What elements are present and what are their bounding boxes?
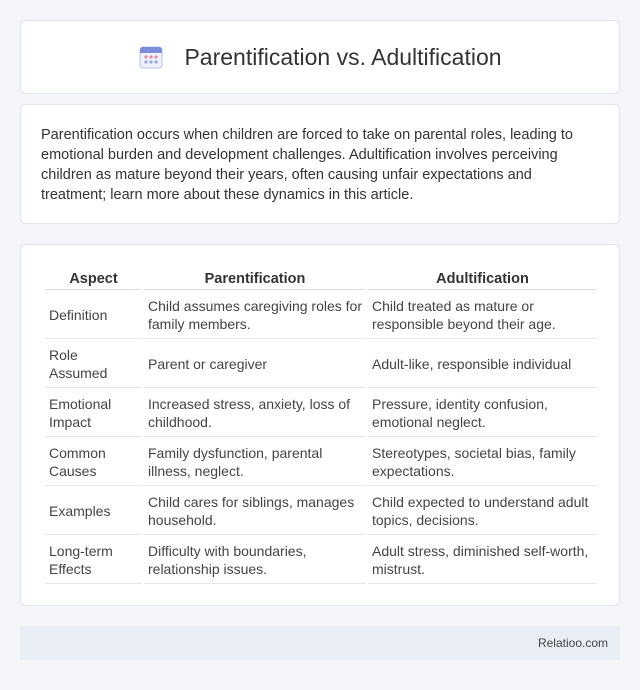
intro-text: Parentification occurs when children are forced to take on parental roles, leading to emotional burden and development challenges. Adultification involves perceiving children as mature beyond their years, often causing unfair expectations and treatment; learn more about these dynamics in this article. <box>41 127 573 203</box>
comparison-table <box>43 265 599 586</box>
cell-adultification: Adult-like, responsible individual <box>368 341 597 388</box>
cell-parentification: Difficulty with boundaries, relationship issues. <box>144 537 366 584</box>
cell-adultification: Adult stress, diminished self-worth, mistrust. <box>368 537 597 584</box>
cell-aspect: Examples <box>45 488 142 535</box>
cell-parentification: Child cares for siblings, manages household. <box>144 488 366 535</box>
header-aspect: Aspect <box>45 267 142 290</box>
cell-aspect: Long-term Effects <box>45 537 142 584</box>
table-row <box>45 390 597 437</box>
footer <box>20 626 620 660</box>
cell-adultification: Child expected to understand adult topics, decisions. <box>368 488 597 535</box>
comparison-card <box>20 244 620 606</box>
cell-aspect: Emotional Impact <box>45 390 142 437</box>
cell-aspect: Common Causes <box>45 439 142 486</box>
cell-parentification: Increased stress, anxiety, loss of childhood. <box>144 390 366 437</box>
cell-adultification: Pressure, identity confusion, emotional neglect. <box>368 390 597 437</box>
table-row <box>45 292 597 339</box>
cell-aspect: Role Assumed <box>45 341 142 388</box>
header-adultification: Adultification <box>368 267 597 290</box>
cell-parentification: Family dysfunction, parental illness, neglect. <box>144 439 366 486</box>
cell-parentification: Parent or caregiver <box>144 341 366 388</box>
header-parentification: Parentification <box>144 267 366 290</box>
calendar-icon <box>138 44 164 70</box>
cell-aspect: Definition <box>45 292 142 339</box>
table-row <box>45 488 597 535</box>
title-card <box>20 20 620 94</box>
cell-adultification: Stereotypes, societal bias, family expectations. <box>368 439 597 486</box>
cell-parentification: Child assumes caregiving roles for family members. <box>144 292 366 339</box>
table-row <box>45 439 597 486</box>
table-row <box>45 537 597 584</box>
table-header-row <box>45 267 597 290</box>
intro-card <box>20 104 620 224</box>
cell-adultification: Child treated as mature or responsible beyond their age. <box>368 292 597 339</box>
footer-brand-link[interactable]: Relatioo.com <box>537 636 608 650</box>
page-title: Parentification vs. Adultification <box>184 43 502 70</box>
table-row <box>45 341 597 388</box>
